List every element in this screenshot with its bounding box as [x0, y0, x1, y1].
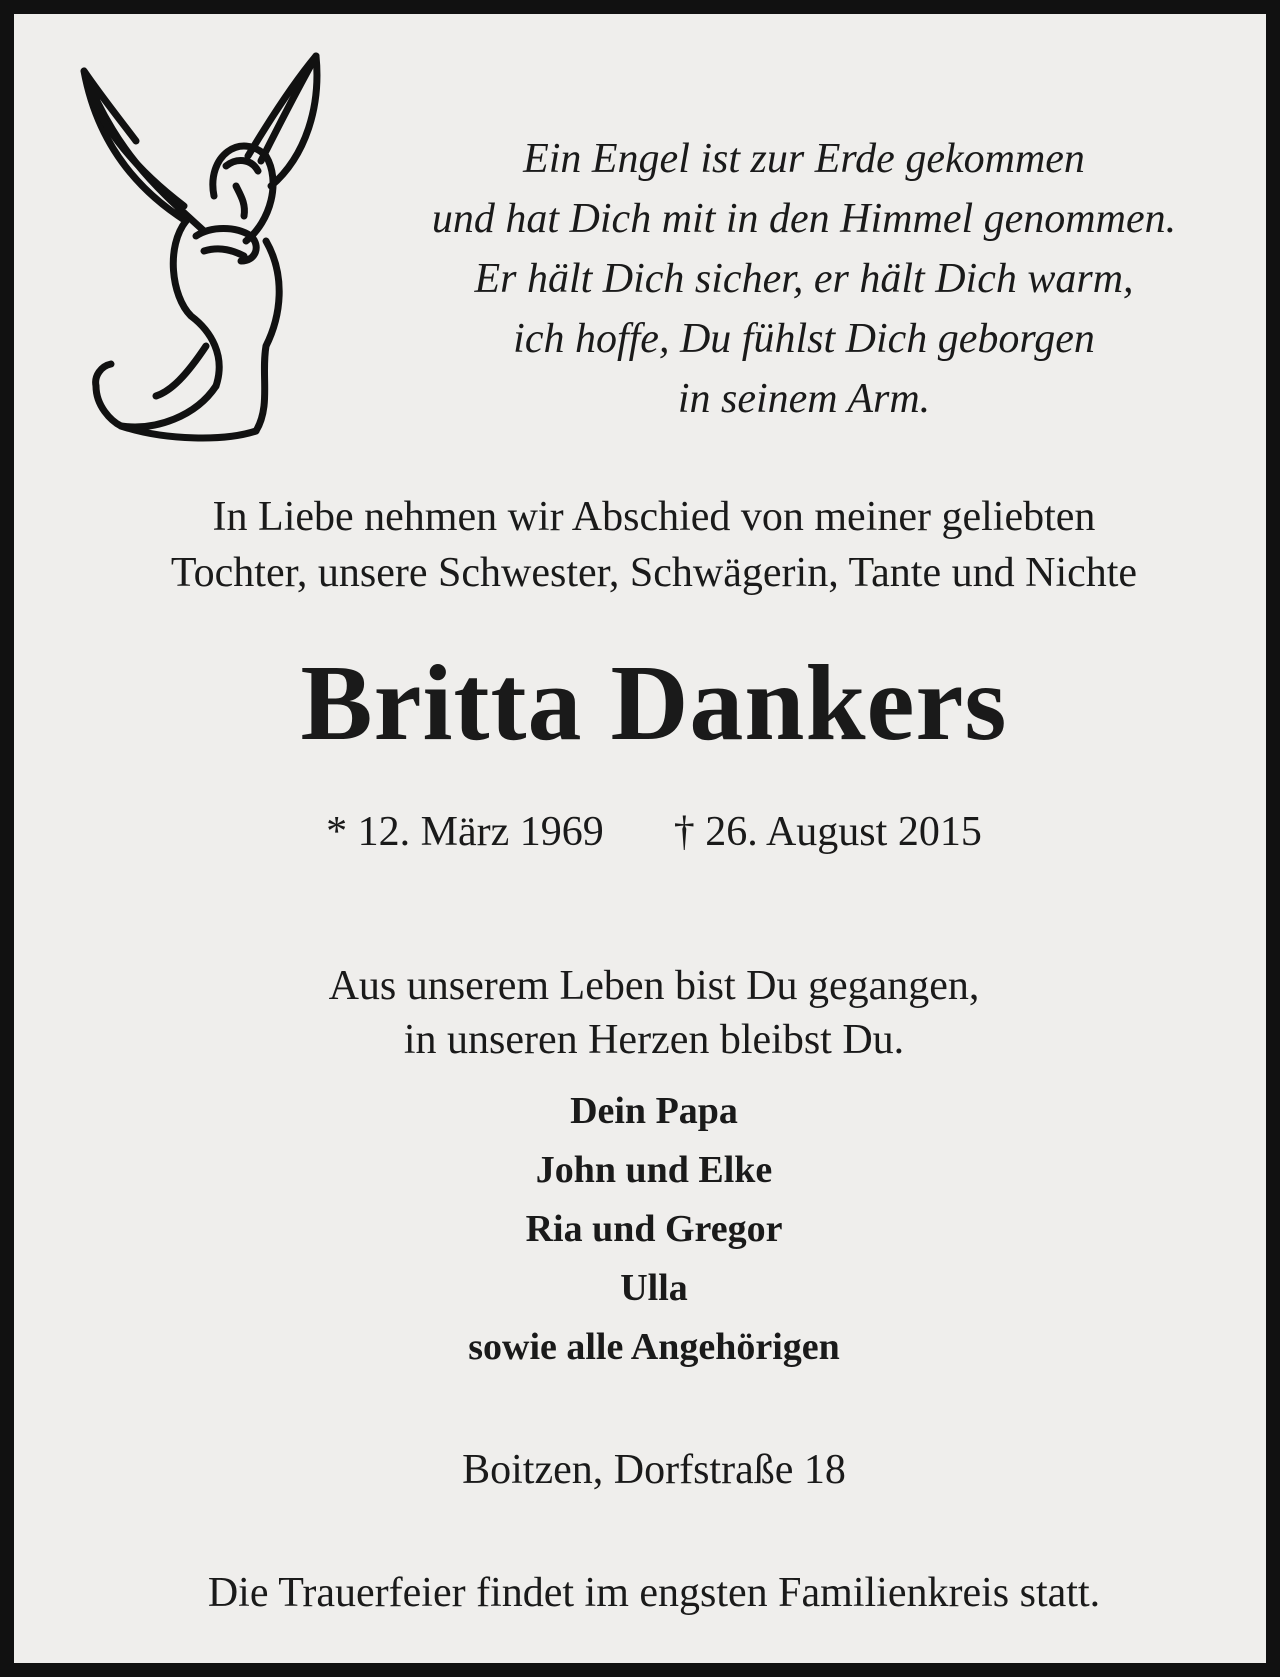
intro-text — [14, 489, 1280, 601]
poem-line: Er hält Dich sicher, er hält Dich warm, — [474, 256, 1134, 302]
farewell-line: Aus unserem Leben bist Du gegangen, — [328, 963, 980, 1009]
service-note: Die Trauerfeier findet im engsten Familienkreis statt. — [207, 1570, 1101, 1616]
angel-icon — [76, 46, 334, 466]
address: Boitzen, Dorfstraße 18 — [462, 1447, 846, 1493]
mourner: Ulla — [620, 1267, 688, 1309]
poem — [314, 129, 1280, 429]
mourner: John und Elke — [535, 1149, 773, 1191]
poem-line: Ein Engel ist zur Erde gekommen — [523, 136, 1085, 182]
mourner: sowie alle Angehörigen — [468, 1326, 840, 1368]
birth-date: * 12. März 1969 — [326, 809, 604, 855]
life-dates — [14, 804, 1280, 860]
mourners-list — [14, 1082, 1280, 1377]
death-date: † 26. August 2015 — [673, 809, 982, 855]
mourner: Dein Papa — [570, 1090, 738, 1132]
intro-line: In Liebe nehmen wir Abschied von meiner geliebten — [212, 494, 1096, 540]
farewell-line: in unseren Herzen bleibst Du. — [403, 1017, 905, 1063]
poem-line: und hat Dich mit in den Himmel genommen. — [431, 196, 1177, 242]
deceased-name: Britta Dankers — [300, 644, 1008, 763]
intro-line: Tochter, unsere Schwester, Schwägerin, Tante und Nichte — [170, 550, 1138, 596]
mourner: Ria und Gregor — [525, 1208, 783, 1250]
poem-line: in seinem Arm. — [677, 376, 931, 422]
poem-line: ich hoffe, Du fühlst Dich geborgen — [513, 316, 1095, 362]
farewell-text — [14, 959, 1280, 1067]
